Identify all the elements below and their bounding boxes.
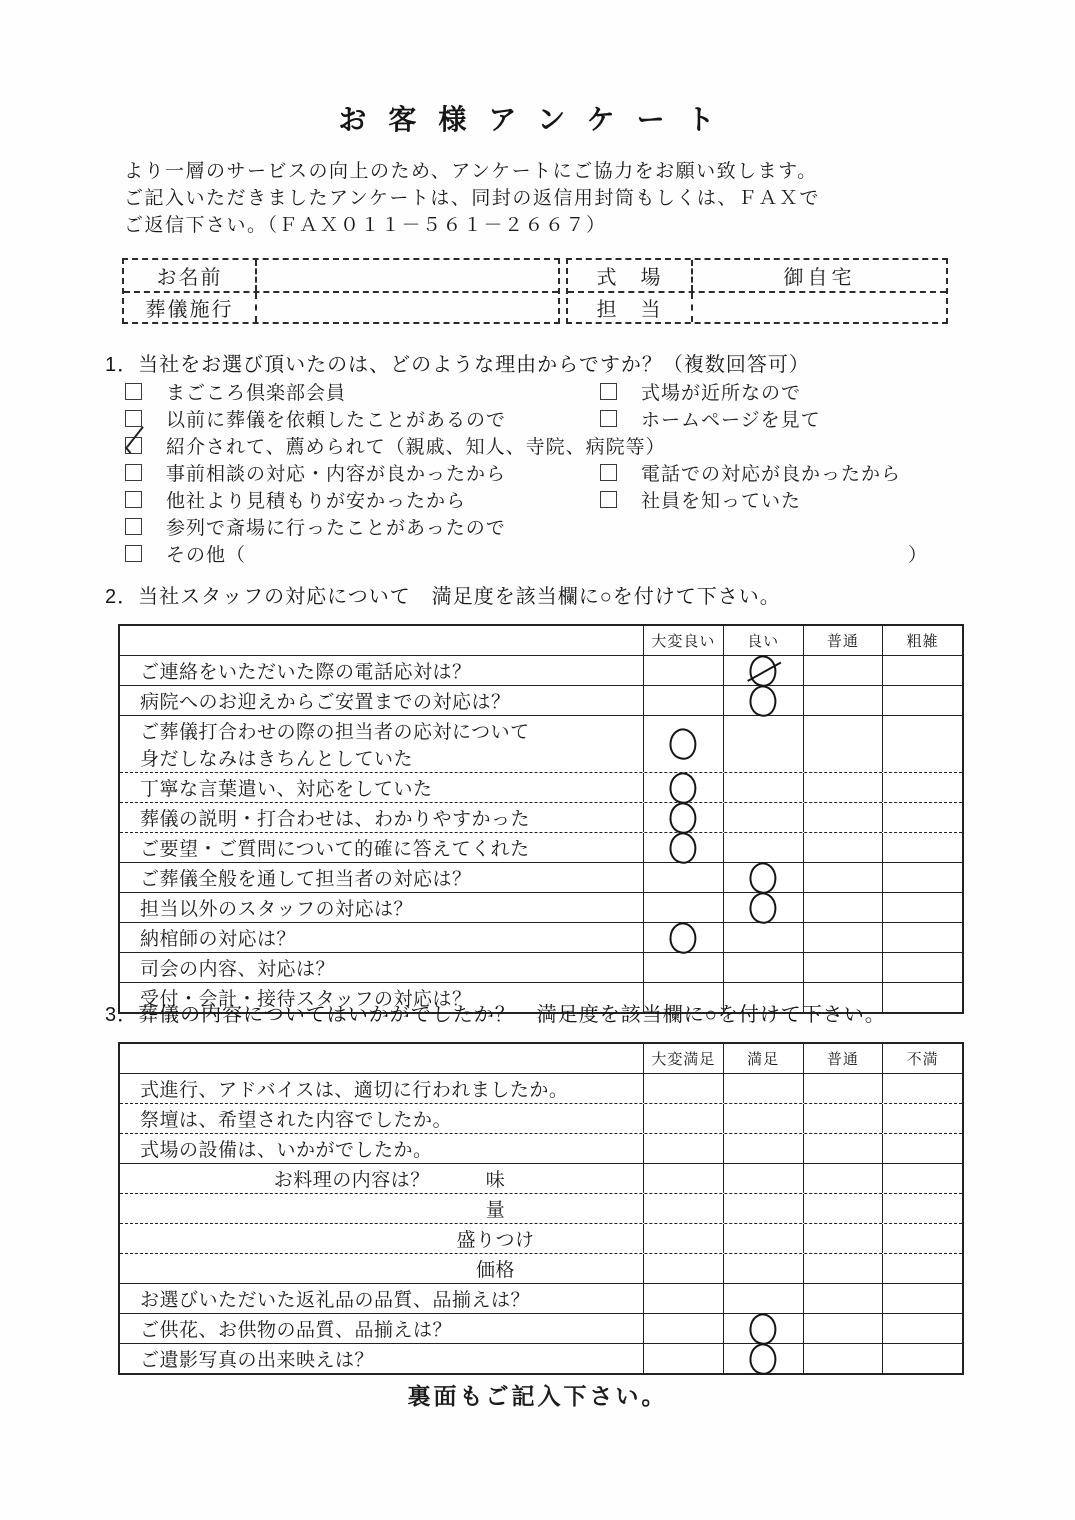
checkbox[interactable] <box>125 518 142 535</box>
q1-option-pre-consultation <box>105 459 580 486</box>
rating-cell[interactable] <box>644 863 724 892</box>
question-label: ご葬儀全般を通して担当者の対応は？ <box>120 863 644 892</box>
question-label: 式進行、アドバイスは、適切に行われましたか。 <box>120 1074 644 1103</box>
q1-option-cheaper-quote <box>105 486 580 513</box>
rating-cell[interactable] <box>804 656 884 685</box>
q1-option-row <box>105 432 965 459</box>
checkbox[interactable] <box>125 491 142 508</box>
rating-cell[interactable] <box>883 773 962 802</box>
rating-cell[interactable] <box>724 863 804 892</box>
q1-option-previous-funeral <box>105 405 580 432</box>
rating-cell[interactable] <box>644 833 724 862</box>
q2-row-hospital-pickup <box>120 686 962 716</box>
checkbox[interactable] <box>600 491 617 508</box>
rating-cell[interactable] <box>804 1074 884 1103</box>
rating-cell[interactable] <box>724 923 804 952</box>
q1-option-attended-before <box>105 513 506 540</box>
rating-cell[interactable] <box>804 686 884 715</box>
rating-cell[interactable] <box>644 1134 724 1163</box>
rating-cell[interactable] <box>724 1224 804 1253</box>
rating-cell[interactable] <box>724 1284 804 1313</box>
q1-option-phone-response <box>580 459 901 486</box>
rating-cell[interactable] <box>724 1194 804 1223</box>
rating-cell[interactable] <box>804 1344 884 1373</box>
q3-row-food-presentation <box>120 1224 962 1254</box>
venue-label: 式 場 <box>568 260 693 291</box>
rating-cell[interactable] <box>644 1254 724 1283</box>
question-label <box>120 716 644 772</box>
q3-row-food-taste <box>120 1164 962 1194</box>
checkbox[interactable] <box>125 383 142 400</box>
q3-header-dissatisfied: 不満 <box>906 1051 939 1068</box>
rating-cell[interactable] <box>644 773 724 802</box>
q2-row-other-staff <box>120 893 962 923</box>
rating-cell[interactable] <box>883 1344 962 1373</box>
rating-cell[interactable] <box>724 833 804 862</box>
venue-field[interactable]: 御自宅 <box>783 267 856 289</box>
q2-header-good: 良い <box>724 626 804 655</box>
rating-cell[interactable] <box>644 1074 724 1103</box>
venue-row <box>568 260 946 291</box>
q2-row-accurate-answers <box>120 833 962 863</box>
rating-cell[interactable] <box>883 1164 962 1193</box>
q1-option-other <box>105 540 246 567</box>
checkbox[interactable] <box>125 437 142 454</box>
q1-option-row <box>105 459 965 486</box>
rating-cell[interactable] <box>883 1314 962 1343</box>
staff-in-charge-row <box>568 291 946 322</box>
q2-row-clear-explanation <box>120 803 962 833</box>
rating-cell[interactable] <box>883 686 962 715</box>
q1-option-row <box>105 486 965 513</box>
rating-cell[interactable] <box>804 773 884 802</box>
checkbox-label: 他社より見積もりが安かったから <box>166 491 467 512</box>
q1-option-website <box>580 405 821 432</box>
checkbox-label: ホームページを見て <box>641 410 821 431</box>
rating-cell[interactable] <box>804 833 884 862</box>
rating-cell[interactable] <box>883 716 962 772</box>
question-label: ご遺影写真の出来映えは？ <box>120 1344 644 1373</box>
question-label: ご連絡をいただいた際の電話応対は？ <box>120 656 644 685</box>
rating-cell[interactable] <box>883 1254 962 1283</box>
rating-cell[interactable] <box>804 863 884 892</box>
question-label: 葬儀の説明・打合わせは、わかりやすかった <box>120 803 644 832</box>
rating-cell[interactable] <box>883 1194 962 1223</box>
footer-note: 裏面もご記入下さい。 <box>407 1383 668 1409</box>
question-label <box>120 1164 644 1193</box>
checkbox-label: 以前に葬儀を依頼したことがあるので <box>166 410 507 431</box>
rating-cell[interactable] <box>883 803 962 832</box>
rating-circle-mark <box>747 1311 779 1346</box>
question-lead: お料理の内容は？ <box>273 1170 430 1191</box>
rating-cell[interactable] <box>724 1254 804 1283</box>
rating-cell[interactable] <box>883 1074 962 1103</box>
intro-line-2: ご記入いただきましたアンケートは、同封の返信用封筒もしくは、ＦＡＸで <box>124 188 820 209</box>
q2-header-average: 普通 <box>804 626 884 655</box>
question-label: 式場の設備は、いかがでしたか。 <box>120 1134 644 1163</box>
checkbox[interactable] <box>600 410 617 427</box>
rating-circle-mark <box>668 920 700 955</box>
checkbox[interactable] <box>600 383 617 400</box>
question-line-1: ご葬儀打合わせの際の担当者の応対について <box>140 722 530 743</box>
checkbox-label: 電話での対応が良かったから <box>641 464 902 485</box>
rating-cell[interactable] <box>883 1224 962 1253</box>
rating-cell[interactable] <box>724 1134 804 1163</box>
rating-cell[interactable] <box>804 1254 884 1283</box>
question-sub-item: 量 <box>485 1200 506 1221</box>
funeral-execution-label: 葬儀施行 <box>124 293 257 322</box>
q3-row-altar <box>120 1104 962 1134</box>
rating-cell[interactable] <box>644 686 724 715</box>
rating-circle-mark <box>747 1341 779 1376</box>
rating-cell[interactable] <box>804 953 884 982</box>
rating-cell[interactable] <box>804 1104 884 1133</box>
checkbox-label: まごころ倶楽部会員 <box>166 383 347 404</box>
question-label: 納棺師の対応は？ <box>120 923 644 952</box>
rating-cell[interactable] <box>883 1134 962 1163</box>
checkbox-label: 参列で斎場に行ったことがあったので <box>166 518 506 539</box>
q2-header-row <box>120 626 962 656</box>
question-label <box>120 1254 644 1283</box>
checkbox[interactable] <box>125 545 142 562</box>
rating-cell[interactable] <box>883 1104 962 1133</box>
q1-option-row <box>105 540 965 567</box>
rating-cell[interactable] <box>724 656 804 685</box>
q1-option-row <box>105 405 965 432</box>
q1-option-member <box>105 378 580 405</box>
q3-row-food-quantity <box>120 1194 962 1224</box>
name-label: お名前 <box>124 260 257 291</box>
question-line-2: 身だしなみはきちんとしていた <box>140 749 414 770</box>
q3-row-return-gifts <box>120 1284 962 1314</box>
rating-cell[interactable] <box>644 1284 724 1313</box>
q3-row-portrait-photo <box>120 1344 962 1373</box>
q3-row-food-price <box>120 1254 962 1284</box>
rating-cell[interactable] <box>644 656 724 685</box>
question-sub-item: 価格 <box>475 1260 515 1281</box>
q2-row-mc <box>120 953 962 983</box>
rating-cell[interactable] <box>804 803 884 832</box>
rating-circle-mark <box>747 860 779 895</box>
question-label: 担当以外のスタッフの対応は？ <box>120 893 644 922</box>
rating-cell[interactable] <box>644 923 724 952</box>
q3-heading: 3．葬儀の内容についてはいかがでしたか？ 満足度を該当欄に○を付けて下さい。 <box>105 1004 886 1026</box>
checkbox-label: 事前相談の対応・内容が良かったから <box>166 464 507 485</box>
rating-cell[interactable] <box>724 686 804 715</box>
rating-cell[interactable] <box>883 953 962 982</box>
rating-cell[interactable] <box>804 893 884 922</box>
q1-option-knew-employee <box>580 486 801 513</box>
q2-row-polite-language <box>120 773 962 803</box>
rating-circle-mark <box>747 683 779 718</box>
rating-cell[interactable] <box>644 1344 724 1373</box>
checkbox-label: その他（ <box>166 545 247 566</box>
rating-circle-mark <box>747 653 779 688</box>
rating-cell[interactable] <box>724 893 804 922</box>
rating-cell[interactable] <box>804 923 884 952</box>
q3-row-flowers-offerings <box>120 1314 962 1344</box>
rating-cell[interactable] <box>644 1104 724 1133</box>
question-label <box>120 1194 644 1223</box>
rating-cell[interactable] <box>804 1194 884 1223</box>
rating-cell[interactable] <box>804 1134 884 1163</box>
question-label <box>120 1224 644 1253</box>
question-label: ご要望・ご質問について的確に答えてくれた <box>120 833 644 862</box>
q1-option-venue-nearby <box>580 378 801 405</box>
q1-option-referral <box>105 432 666 459</box>
intro-text <box>124 158 954 239</box>
checkbox[interactable] <box>125 464 142 481</box>
question-label: 受付・会計・接待スタッフの対応は？ <box>120 983 644 1012</box>
question-label: お選びいただいた返礼品の品質、品揃えは？ <box>120 1284 644 1313</box>
rating-cell[interactable] <box>724 1164 804 1193</box>
q2-row-phone-response <box>120 656 962 686</box>
rating-cell[interactable] <box>804 1314 884 1343</box>
rating-cell[interactable] <box>724 1344 804 1373</box>
other-closing-paren: ） <box>907 545 927 566</box>
checkbox-label: 式場が近所なので <box>641 383 802 404</box>
venue-box <box>566 258 948 324</box>
q3-header-row <box>120 1044 962 1074</box>
rating-cell[interactable] <box>644 1224 724 1253</box>
rating-cell[interactable] <box>644 1194 724 1223</box>
rating-cell[interactable] <box>644 1164 724 1193</box>
question-label: 祭壇は、希望された内容でしたか。 <box>120 1104 644 1133</box>
q1-options <box>105 378 965 567</box>
rating-cell[interactable] <box>804 1284 884 1313</box>
rating-cell[interactable] <box>804 716 884 772</box>
rating-cell[interactable] <box>804 1164 884 1193</box>
rating-cell[interactable] <box>883 1284 962 1313</box>
checkbox-label: 紹介されて、薦められて（親戚、知人、寺院、病院等） <box>166 437 666 458</box>
intro-line-1: より一層のサービスの向上のため、アンケートにご協力をお願い致します。 <box>124 161 818 182</box>
rating-circle-mark <box>668 770 700 805</box>
question-sub-item: 盛りつけ <box>456 1230 535 1251</box>
q3-header-satisfied: 満足 <box>724 1044 804 1073</box>
q3-row-ceremony-progress <box>120 1074 962 1104</box>
rating-cell[interactable] <box>883 923 962 952</box>
rating-cell[interactable] <box>883 656 962 685</box>
rating-cell[interactable] <box>724 716 804 772</box>
staff-in-charge-label: 担 当 <box>568 293 693 322</box>
rating-cell[interactable] <box>724 1074 804 1103</box>
q1-option-row <box>105 378 965 405</box>
rating-cell[interactable] <box>724 1104 804 1133</box>
rating-circle-mark <box>668 800 700 835</box>
rating-cell[interactable] <box>883 983 962 1012</box>
rating-circle-mark <box>668 830 700 865</box>
rating-cell[interactable] <box>724 773 804 802</box>
rating-cell[interactable] <box>644 893 724 922</box>
rating-cell[interactable] <box>883 833 962 862</box>
page-title: お客様アンケート <box>338 104 737 135</box>
checkbox[interactable] <box>125 410 142 427</box>
q2-heading: 2．当社スタッフの対応について 満足度を該当欄に○を付けて下さい。 <box>105 586 781 608</box>
q3-header-spacer <box>120 1044 644 1073</box>
rating-cell[interactable] <box>644 716 724 772</box>
question-sub-item: 味 <box>485 1170 506 1191</box>
question-label: 司会の内容、対応は？ <box>120 953 644 982</box>
name-box <box>122 258 560 324</box>
rating-cell[interactable] <box>644 953 724 982</box>
q3-header-very-satisfied: 大変満足 <box>644 1044 724 1073</box>
rating-circle-mark <box>668 727 700 762</box>
intro-line-3: ご返信下さい。（ＦＡＸ０１１－５６１－２６６７） <box>124 215 607 236</box>
rating-circle-mark <box>747 890 779 925</box>
q2-row-meeting-grooming <box>120 716 962 773</box>
question-label: 丁寧な言葉遣い、対応をしていた <box>120 773 644 802</box>
rating-cell[interactable] <box>724 953 804 982</box>
q3-rating-table <box>118 1042 964 1375</box>
q3-header-average: 普通 <box>804 1044 884 1073</box>
rating-cell[interactable] <box>644 803 724 832</box>
rating-cell[interactable] <box>724 1314 804 1343</box>
rating-cell[interactable] <box>804 1224 884 1253</box>
q2-header-excellent: 大変良い <box>644 626 724 655</box>
name-row <box>124 260 558 291</box>
rating-cell[interactable] <box>883 863 962 892</box>
q2-row-encoffiner <box>120 923 962 953</box>
q2-header-poor: 粗雑 <box>906 633 939 650</box>
respondent-info-box <box>122 258 948 324</box>
question-label: ご供花、お供物の品質、品揃えは？ <box>120 1314 644 1343</box>
checkbox-label: 社員を知っていた <box>641 491 802 512</box>
question-label: 病院へのお迎えからご安置までの対応は？ <box>120 686 644 715</box>
checkbox[interactable] <box>600 464 617 481</box>
q1-option-row <box>105 513 965 540</box>
q2-row-overall-staff <box>120 863 962 893</box>
q1-heading: 1．当社をお選び頂いたのは、どのような理由からですか？（複数回答可） <box>105 354 810 376</box>
rating-cell[interactable] <box>724 803 804 832</box>
rating-cell[interactable] <box>644 1314 724 1343</box>
funeral-execution-row <box>124 291 558 322</box>
q2-rating-table <box>118 624 964 1014</box>
rating-cell[interactable] <box>883 893 962 922</box>
q3-row-venue-facilities <box>120 1134 962 1164</box>
q2-header-spacer <box>120 626 644 655</box>
